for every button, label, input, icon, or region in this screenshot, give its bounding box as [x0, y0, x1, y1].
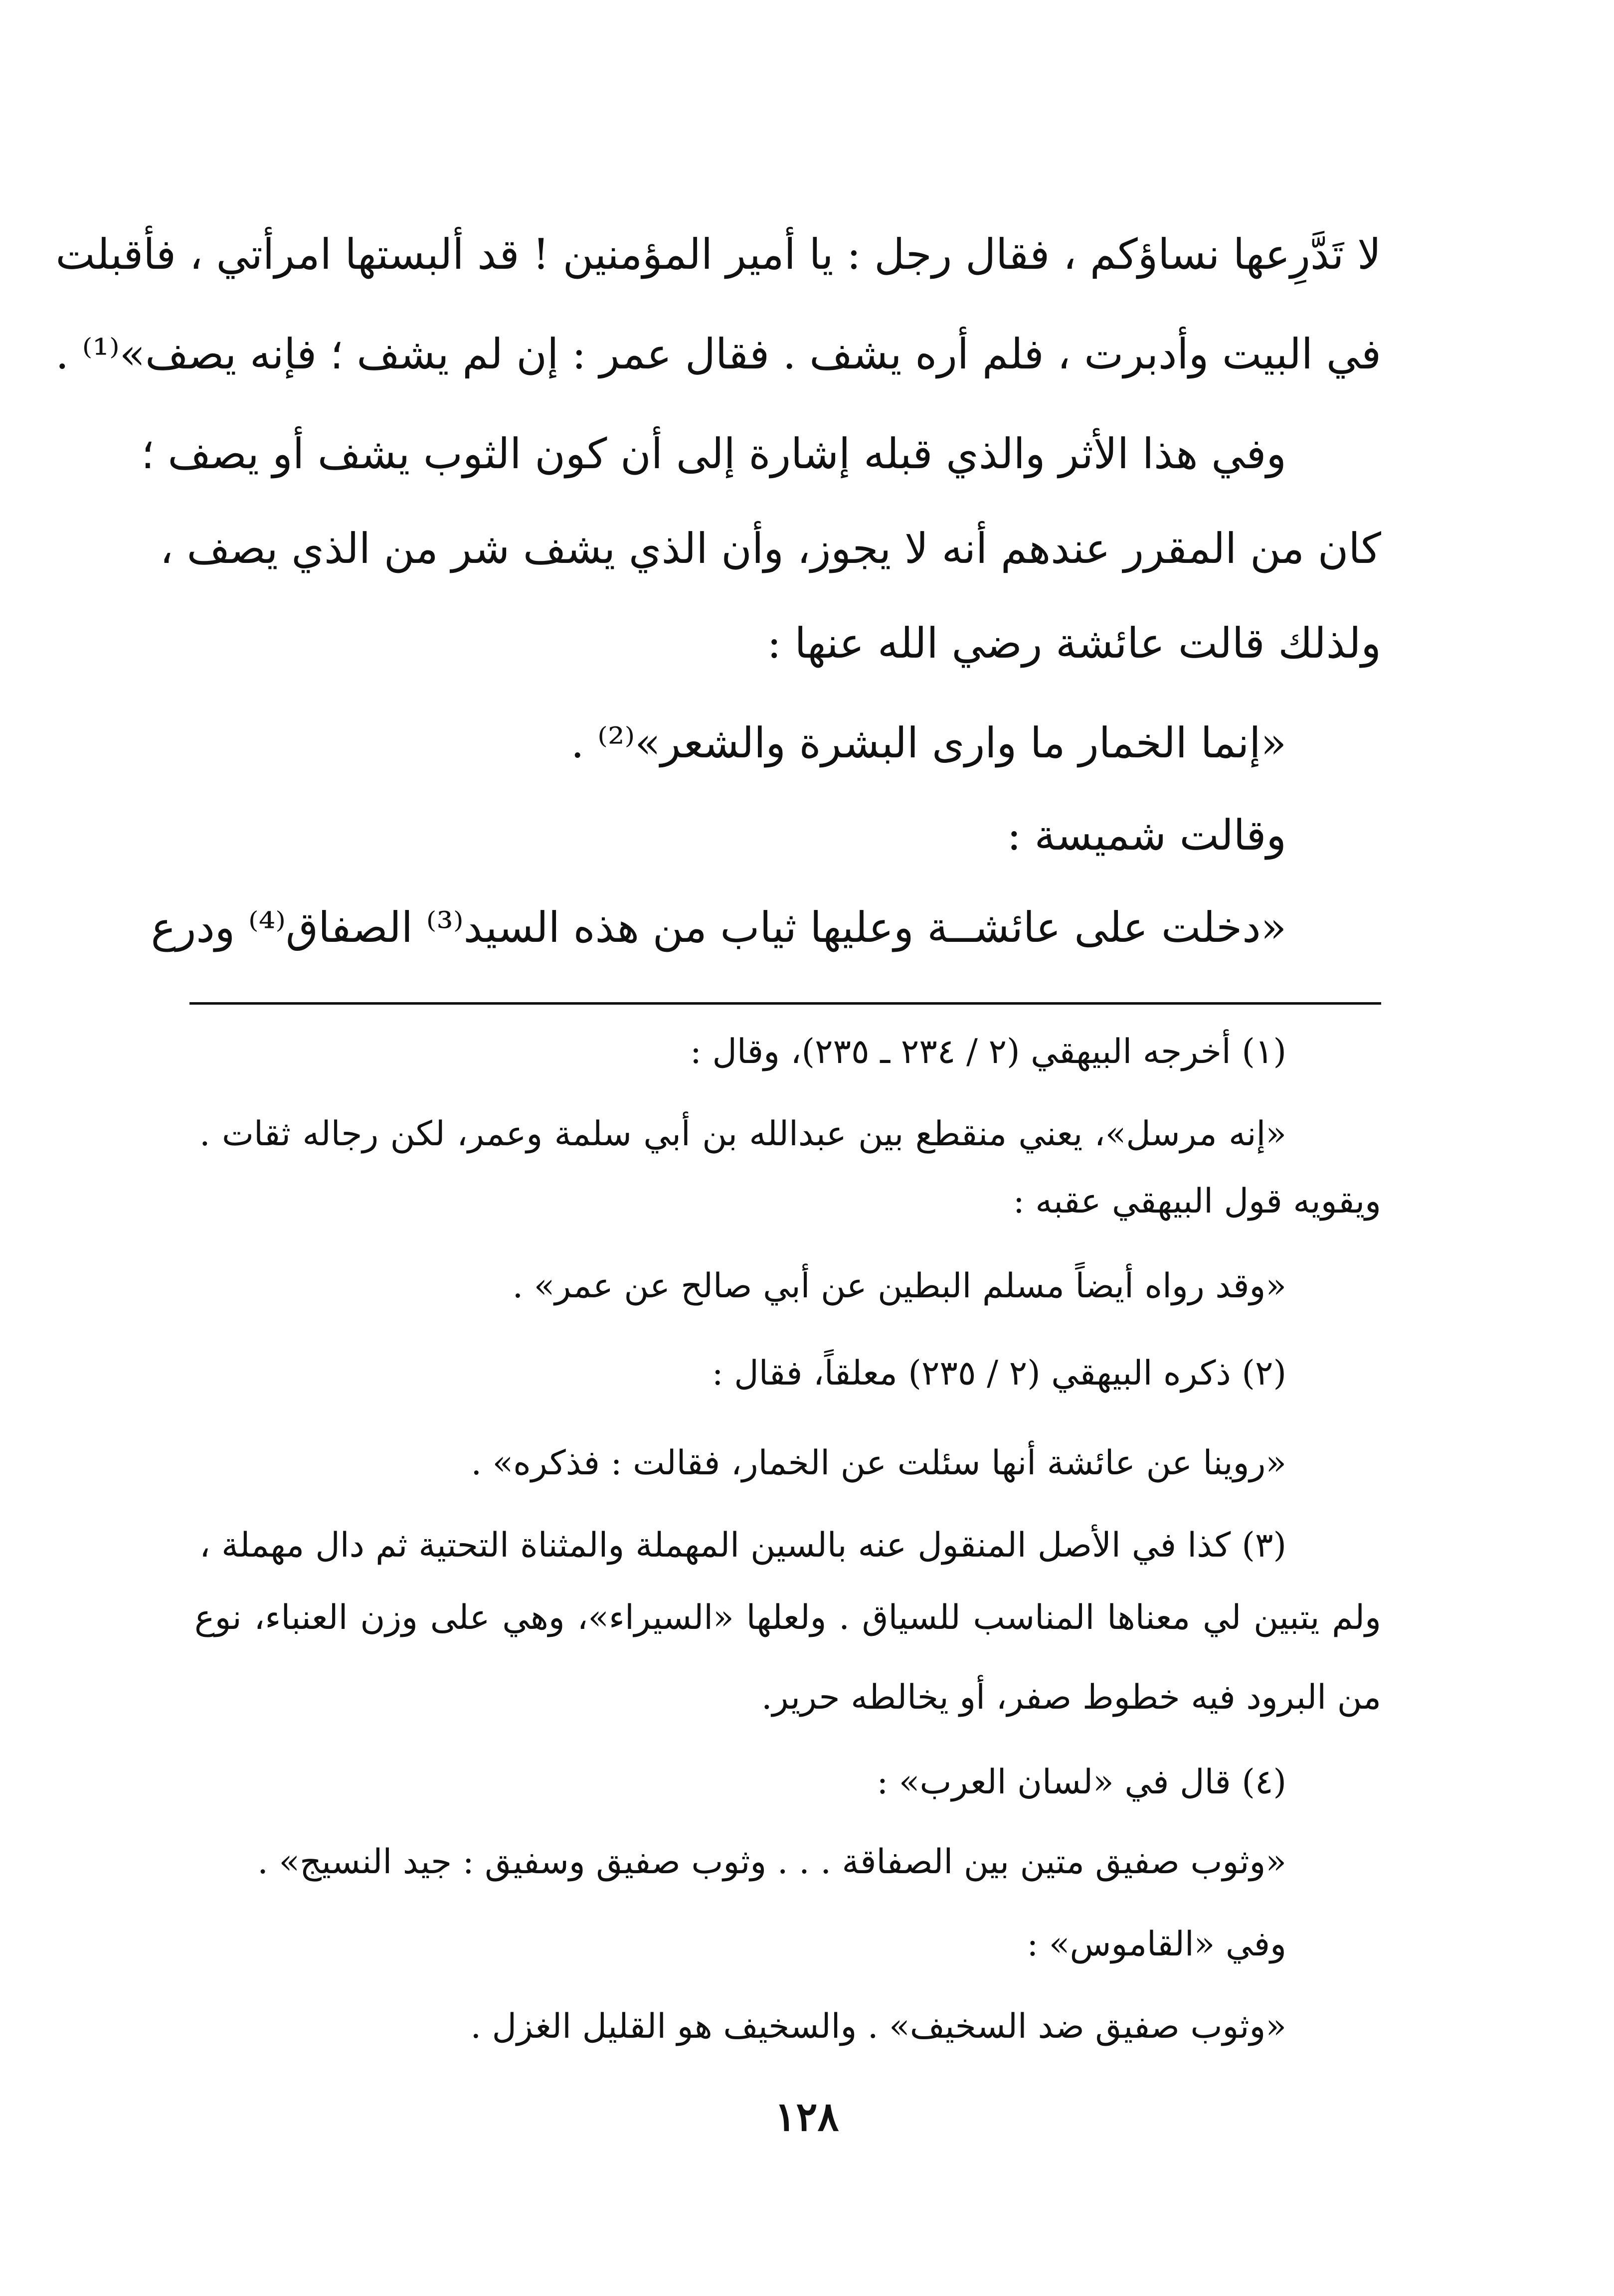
footnote-4-line-1: (٤) قال في «لسان العرب» :: [877, 1763, 1286, 1802]
footnote-4-line-2: «وثوب صفيق متين بين الصفاقة . . . وثوب صفيق وسفيق : جيد النسيج» .: [257, 1842, 1286, 1882]
footnote-2-line-2: «روينا عن عائشة أنها سئلت عن الخمار، فقالت : فذكره» .: [471, 1443, 1286, 1483]
footnote-separator: [189, 1002, 1381, 1005]
footnote-4-line-4: «وثوب صفيق ضد السخيف» . والسخيف هو القليل الغزل .: [470, 2007, 1286, 2046]
body-line-1: لا تَدَّرِعها نساؤكم ، فقال رجل : يا أمير المؤمنين ! قد ألبستها امرأتي ، فأقبلت: [55, 230, 1381, 279]
body-line-3: وفي هذا الأثر والذي قبله إشارة إلى أن كون الثوب يشف أو يصف ؛: [141, 429, 1286, 478]
footnote-1-line-2: «إنه مرسل»، يعني منقطع بين عبدالله بن أبي سلمة وعمر، لكن رجاله ثقات .: [199, 1114, 1286, 1154]
page-number: ١٢٨: [774, 2093, 839, 2140]
body-line-8: «دخلت على عائشــة وعليها ثياب من هذه السيد⁽³⁾ الصفاق⁽⁴⁾ ودرع: [151, 903, 1286, 952]
footnote-1-line-3: ويقويه قول البيهقي عقبه :: [1013, 1182, 1381, 1221]
footnote-3-line-2: ولم يتبين لي معناها المناسب للسياق . ولعلها «السيراء»، وهي على وزن العنباء، نوع: [194, 1598, 1381, 1637]
footnote-3-line-3: من البرود فيه خطوط صفر، أو يخالطه حرير.: [761, 1678, 1381, 1717]
body-line-6: «إنما الخمار ما وارى البشرة والشعر»⁽²⁾ .: [570, 718, 1286, 767]
footnote-3-line-1: (٣) كذا في الأصل المنقول عنه بالسين المهملة والمثناة التحتية ثم دال مهملة ،: [199, 1526, 1286, 1565]
body-line-2: في البيت وأدبرت ، فلم أره يشف . فقال عمر : إن لم يشف ؛ فإنه يصف»⁽¹⁾ .: [55, 330, 1381, 378]
body-line-7: وقالت شميسة :: [1007, 811, 1286, 860]
body-line-5: ولذلك قالت عائشة رضي الله عنها :: [767, 619, 1381, 668]
footnote-2-line-1: (٢) ذكره البيهقي (٢ / ٢٣٥) معلقاً، فقال :: [712, 1354, 1286, 1393]
body-line-4: كان من المقرر عندهم أنه لا يجوز، وأن الذي يشف شر من الذي يصف ،: [160, 524, 1381, 573]
footnote-4-line-3: وفي «القاموس» :: [1027, 1925, 1286, 1964]
footnote-1-line-4: «وقد رواه أيضاً مسلم البطين عن أبي صالح عن عمر» .: [512, 1266, 1286, 1306]
footnote-1-line-1: (١) أخرجه البيهقي (٢ / ٢٣٤ ـ ٢٣٥)، وقال :: [690, 1032, 1286, 1071]
